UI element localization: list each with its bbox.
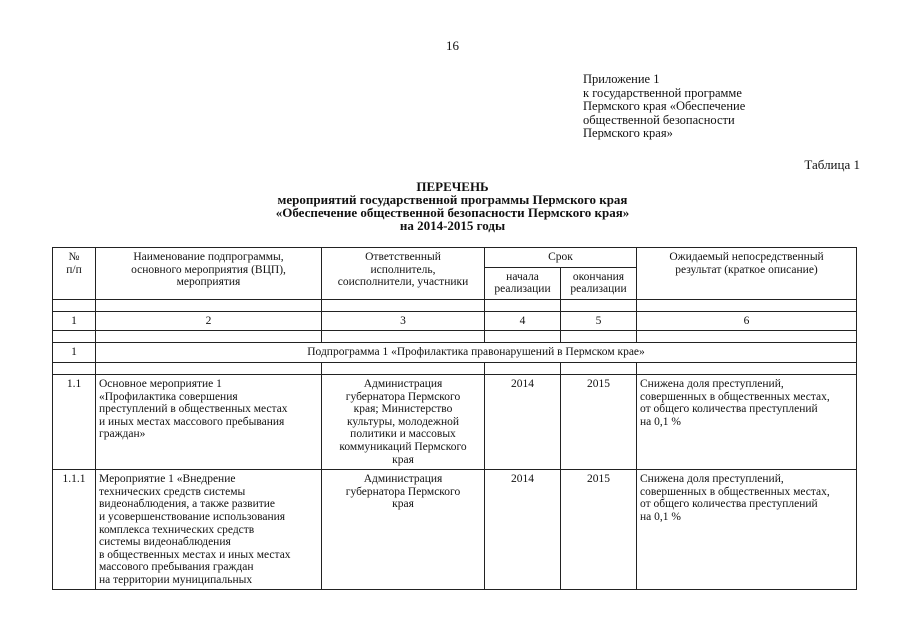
cell-line: Снижена доля преступлений, [640, 377, 784, 390]
subprogram-row [53, 343, 857, 363]
column-number: 5 [561, 311, 637, 331]
cell-line: совершенных в общественных местах, [640, 485, 830, 498]
row-start: 2014 [485, 470, 561, 590]
header-separator [53, 299, 857, 311]
separator-cell [53, 362, 96, 374]
separator-cell [322, 362, 485, 374]
column-number: 4 [485, 311, 561, 331]
cell-line: от общего количества преступлений [640, 498, 818, 511]
column-number: 1 [53, 311, 96, 331]
cell-line: Основное мероприятие 1 [99, 377, 222, 390]
cell-line: Администрация [363, 377, 443, 390]
cell-line: граждан» [99, 428, 146, 441]
cell-line: системы видеонаблюдения [99, 536, 231, 549]
cell-line: и усовершенствование использования [99, 510, 286, 523]
separator-cell [637, 299, 857, 311]
header-text: п/п [66, 263, 82, 276]
row-result [637, 470, 857, 590]
cell-line: массового пребывания граждан [99, 561, 254, 574]
appendix-line: к государственной программе [583, 85, 742, 100]
separator-cell [96, 299, 322, 311]
page-number: 16 [446, 38, 459, 53]
separator-cell [485, 299, 561, 311]
row-result [637, 374, 857, 469]
column-number-row [53, 311, 857, 331]
cell-line: края [392, 498, 414, 511]
header-text: начала [506, 270, 539, 283]
number-separator [53, 331, 857, 343]
row-responsible [322, 374, 485, 469]
table-row [53, 470, 857, 590]
cell-line: губернатора Пермского [345, 390, 461, 403]
row-responsible [322, 470, 485, 590]
header-text: основного мероприятия (ВЦП), [131, 263, 286, 276]
header-num [53, 248, 96, 300]
cell-line: Мероприятие 1 «Внедрение [99, 473, 236, 486]
table-row [53, 374, 857, 469]
header-text: Ожидаемый непосредственный [669, 251, 824, 263]
header-text: результат (краткое описание) [675, 263, 818, 276]
separator-cell [53, 299, 96, 311]
title-line: мероприятий государственной программы Пермского края [277, 192, 628, 207]
events-table [52, 247, 857, 590]
cell-line: «Профилактика совершения [99, 390, 238, 403]
header-text: реализации [570, 283, 627, 296]
header-text: мероприятия [176, 276, 241, 289]
subprogram-title: Подпрограмма 1 «Профилактика правонарушений в Пермском крае» [96, 343, 857, 363]
cell-line: на 0,1 % [640, 415, 681, 428]
cell-line: края [392, 453, 414, 466]
cell-line: технических средств системы [99, 485, 246, 498]
appendix-note [583, 73, 745, 141]
separator-cell [637, 331, 857, 343]
row-num: 1.1 [53, 374, 96, 469]
header-text: Ответственный [365, 251, 441, 263]
header-text: Наименование подпрограммы, [133, 251, 284, 263]
row-name [96, 470, 322, 590]
header-end [561, 267, 637, 299]
appendix-line: Пермского края» [583, 126, 673, 140]
cell-line: совершенных в общественных местах, [640, 390, 830, 403]
row-end: 2015 [561, 374, 637, 469]
separator-cell [485, 331, 561, 343]
separator-cell [322, 299, 485, 311]
header-text: соисполнители, участники [337, 276, 469, 289]
separator-cell [485, 362, 561, 374]
column-number: 2 [96, 311, 322, 331]
cell-line: комплекса технических средств [99, 523, 255, 536]
column-number: 3 [322, 311, 485, 331]
cell-line: Администрация [363, 473, 443, 486]
row-name [96, 374, 322, 469]
header-responsible [322, 248, 485, 300]
separator-cell [561, 362, 637, 374]
separator-cell [637, 362, 857, 374]
separator-cell [561, 331, 637, 343]
header-text: реализации [494, 283, 551, 296]
separator-cell [53, 331, 96, 343]
appendix-line: общественной безопасности [583, 112, 735, 127]
header-start [485, 267, 561, 299]
separator-cell [96, 331, 322, 343]
header-term: Срок [485, 248, 637, 268]
cell-line: Снижена доля преступлений, [640, 473, 784, 486]
table-label: Таблица 1 [804, 157, 860, 172]
subprogram-num: 1 [53, 343, 96, 363]
separator-cell [96, 362, 322, 374]
cell-line: видеонаблюдения, а также развитие [99, 498, 276, 511]
title-line: ПЕРЕЧЕНЬ [416, 179, 489, 194]
header-text: № [68, 251, 80, 263]
title-line: на 2014-2015 годы [399, 218, 506, 233]
cell-line: культуры, молодежной [346, 415, 460, 428]
cell-line: края; Министерство [353, 403, 453, 416]
header-text: окончания [572, 270, 625, 283]
appendix-line: Пермского края «Обеспечение [583, 99, 746, 113]
header-result [637, 248, 857, 300]
title-line: «Обеспечение общественной безопасности Пермского края» [275, 205, 630, 220]
row-start: 2014 [485, 374, 561, 469]
cell-line: на территории муниципальных [99, 573, 253, 586]
row-num: 1.1.1 [53, 470, 96, 590]
cell-line: политики и массовых [350, 428, 456, 441]
cell-line: губернатора Пермского [345, 485, 461, 498]
column-number: 6 [637, 311, 857, 331]
subprogram-separator [53, 362, 857, 374]
cell-line: в общественных местах и иных местах [99, 548, 291, 561]
document-title [0, 180, 905, 232]
cell-line: преступлений в общественных местах [99, 403, 288, 416]
cell-line: и иных местах массового пребывания [99, 415, 285, 428]
separator-cell [322, 331, 485, 343]
cell-line: на 0,1 % [640, 510, 681, 523]
cell-line: коммуникаций Пермского [339, 440, 467, 453]
separator-cell [561, 299, 637, 311]
cell-line: от общего количества преступлений [640, 403, 818, 416]
row-end: 2015 [561, 470, 637, 590]
header-name [96, 248, 322, 300]
header-text: исполнитель, [370, 263, 436, 276]
appendix-line: Приложение 1 [583, 72, 660, 86]
table-header-row [53, 248, 857, 268]
